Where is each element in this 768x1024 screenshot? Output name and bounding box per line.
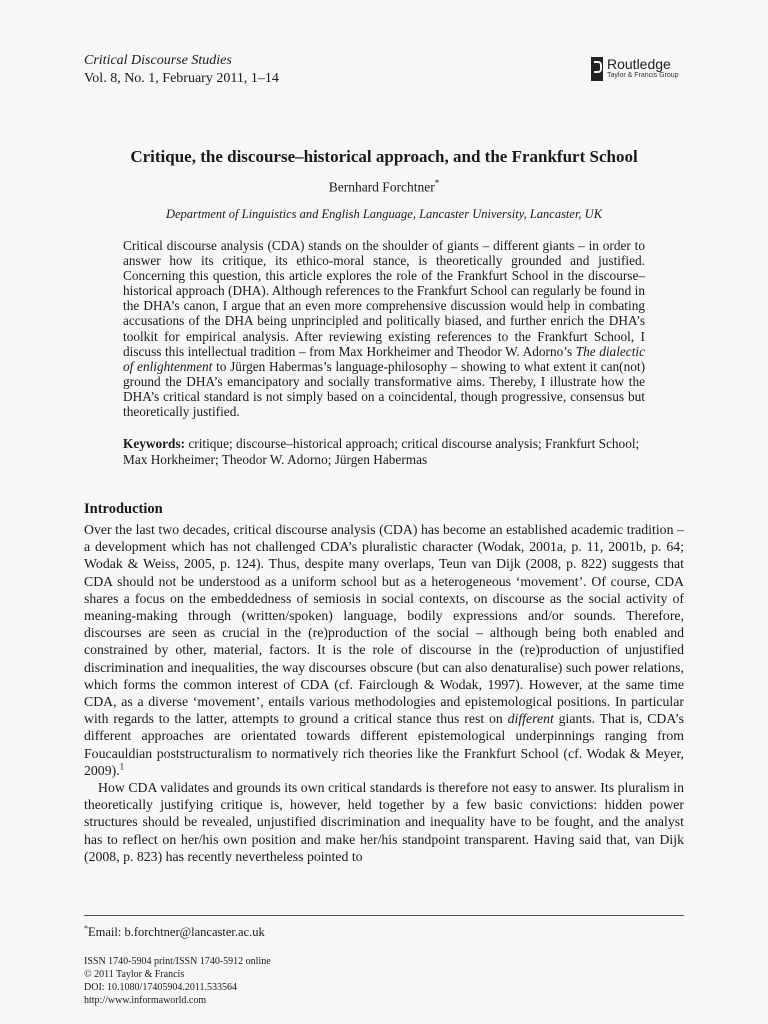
paragraph-text: Over the last two decades, critical discourse analysis (CDA) has become an established academic tradition – a development which has not challenged CDA’s pluralistic character (Wodak, 2001a, p. 11, 2001b, p. 64; Wodak & Weiss, 2005, p. 124). Thus, despite many overlaps, Teun van Dijk (2008, p. 822) suggests that CDA should not be understood as a uniform school but as a heterogeneous ‘movement’. Of course, CDA shares a focus on the embeddedness of semiosis in social contexts, on discourse as the social activity of meaning-making through (written/spoken) language, bodily expressions and/or sounds. Therefore, discourses are seen as crucial in the (re)production of the social – although being both enabled and constrained by other, material, factors. It is the role of discourse in the (re)production of unjustified discrimination and inequalities, the way discourses obscure (but can also denaturalise) such power relations, which forms the common interest of CDA (cf. Fairclough & Wodak, 1997). However, at the same time CDA, as a diverse ‘movement’, entails various methodologies and epistemological positions. In particular with regards to the latter, attempts to ground a critical stance thus rest on [84,522,684,727]
journal-volume: Vol. 8, No. 1, February 2011, 1–14 [84,71,279,86]
author-line [60,174,708,197]
publication-info [84,955,271,1007]
journal-name: Critical Discourse Studies [84,53,232,68]
copyright: © 2011 Taylor & Francis [84,969,185,980]
publisher-name: Routledge [607,56,671,72]
keywords-label: Keywords: [123,436,186,451]
journal-header [84,52,279,88]
routledge-logo-icon [591,57,603,81]
footnote-mark: * [84,924,88,933]
footnote-divider [84,915,684,916]
abstract [123,238,645,419]
paragraph [84,521,684,779]
email-text[interactable]: Email: b.forchtner@lancaster.ac.uk [88,925,265,940]
author-footnote-mark: * [434,178,440,188]
article-title: Critique, the discourse–historical approach, and the Frankfurt School [130,147,638,166]
introduction-body [84,521,684,865]
keywords [123,436,645,467]
author-name: Bernhard Forchtner [328,179,435,195]
paragraph: How CDA validates and grounds its own critical standards is therefore not easy to answer. Its pluralism in theoretically justifying critique is, however, held together by a few basic convictions: hidden power structures should be revealed, unjustified discrimination and inequality have to be fought, and the analyst has to reflect on her/his own position and make her/his standpoint transparent. Having said that, van Dijk (2008, p. 823) has recently nevertheless pointed to [84,780,684,864]
keywords-text: critique; discourse–historical approach; critical discourse analysis; Frankfurt School; Max Horkheimer; Theodor W. Adorno; Jürgen Habermas [123,436,640,467]
publisher-subtitle: Taylor & Francis Group [607,72,679,79]
issn: ISSN 1740-5904 print/ISSN 1740-5912 online [84,956,271,967]
section-heading-introduction: Introduction [84,501,163,517]
abstract-text-1: Critical discourse analysis (CDA) stands on the shoulder of giants – different giants – in order to answer how its critique, its ethico-moral stance, is theoretically grounded and justified. Concerning this question, this article explores the role of the Frankfurt School in the discourse–historical approach (DHA). Although references to the Frankfurt School can regularly be found in the DHA’s canon, I argue that an even more comprehensive discussion would help in combating accusations of the DHA being unprincipled and politically biased, and further enrich the DHA’s toolkit for empirical analysis. After reviewing existing references to the Frankfurt School, I discuss this intellectual tradition – from Max Horkheimer and Theodor W. Adorno’s [123,238,645,359]
footnote-email [84,921,265,940]
doi[interactable]: DOI: 10.1080/17405904.2011.533564 [84,982,237,993]
abstract-text-2: to Jürgen Habermas’s language-philosophy – showing to what extent it can(not) ground the DHA’s emancipatory and socially transformative aims. Thereby, I illustrate how the DHA’s critical standard is not simply based on a coincidental, though progressive, consensus but theoretically justified. [123,358,645,420]
author-affiliation: Department of Linguistics and English Language, Lancaster University, Lancaster, UK [165,207,603,221]
publisher-logo [591,57,701,83]
paragraph-text: giants. That is, CDA’s different approaches are orientated towards different epistemological underpinnings ranging from Foucauldian poststructuralism to normatively rich theories like the Frankfurt School (cf. Wodak & Meyer, 2009). [84,711,684,778]
emphasis-text: different [507,711,554,727]
abstract-book-title: The dialectic of enlightenment [123,343,645,374]
footnote-ref[interactable]: 1 [119,761,125,772]
publisher-url[interactable]: http://www.informaworld.com [84,995,207,1006]
